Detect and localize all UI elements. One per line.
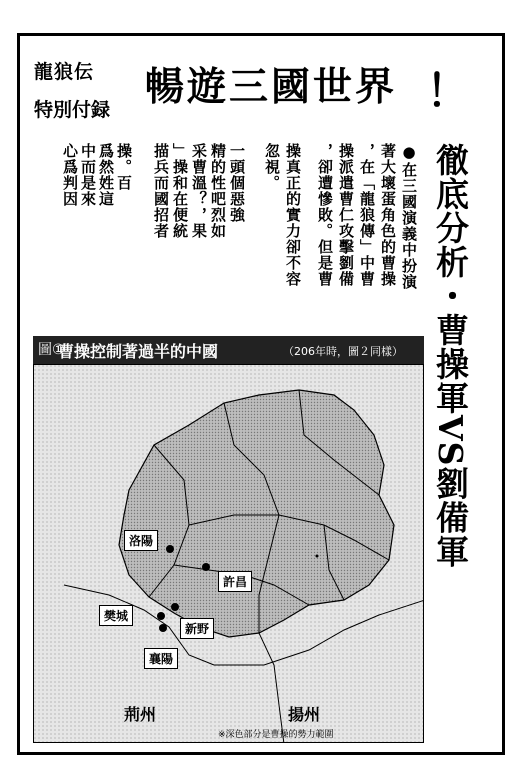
city-label-xinye: 新野 xyxy=(180,618,214,639)
article-col-18: 操。百 xyxy=(115,143,133,191)
article-col-8: 一頭個惡強 xyxy=(228,143,246,223)
article-col-10: 采曹溫？，果 xyxy=(190,143,208,239)
map-subtitle: （206年時，圖２同樣） xyxy=(283,345,403,358)
article-col-3: ，在「龍狼傳」中曹 xyxy=(358,143,376,287)
map-number: 圖① xyxy=(38,342,65,358)
region-label-jingzhou: 荊州 xyxy=(124,705,157,724)
article-col-12: 描兵而國招者 xyxy=(152,143,170,239)
article-col-20: 中而是來 xyxy=(79,143,97,207)
luoyang-dot xyxy=(166,545,174,553)
article-col-2: 著大壞蛋角色的曹操 xyxy=(379,143,397,287)
city-label-luoyang: 洛陽 xyxy=(124,530,158,551)
article-col-21: 心爲判因 xyxy=(61,143,79,207)
xiangyang-dot xyxy=(159,624,167,632)
map-note: ※深色部分是曹操的勢力範圍 xyxy=(218,730,334,740)
china-map xyxy=(33,364,424,743)
article-col-11: 」操和在便統 xyxy=(171,143,189,239)
xuchang-dot xyxy=(202,563,210,571)
city-label-xiangyang: 襄陽 xyxy=(144,648,178,669)
main-title: 暢遊三國世界 xyxy=(145,64,398,110)
xinye-dot xyxy=(171,603,179,611)
series-name: 龍狼伝 xyxy=(34,61,95,83)
city-label-fancheng: 樊城 xyxy=(99,605,133,626)
map-title: 曹操控制著過半的中國 xyxy=(58,342,219,361)
city-label-xuchang: 許昌 xyxy=(218,571,252,592)
fancheng-dot xyxy=(157,612,165,620)
title-exclamation: ！ xyxy=(426,66,470,117)
article-col-1: ●在三國演義中扮演 xyxy=(400,143,418,290)
article-col-9: 精的性吧烈如 xyxy=(209,143,227,239)
region-label-yangzhou: 揚州 xyxy=(288,705,321,724)
side-title: 徹底分析・曹操軍VS劉備軍 xyxy=(431,143,470,569)
article-col-4: 操派遣曹仁攻擊劉備 xyxy=(337,143,355,287)
article-col-19: 爲然姓這 xyxy=(97,143,115,207)
article-col-7: 忽視。 xyxy=(263,143,281,191)
map-svg xyxy=(34,365,424,743)
article-col-6: 操真正的實力卻不容 xyxy=(284,143,302,287)
special-supplement-label: 特別付録 xyxy=(34,99,111,121)
article-col-5: ，卻遭慘敗。但是曹 xyxy=(316,143,334,287)
